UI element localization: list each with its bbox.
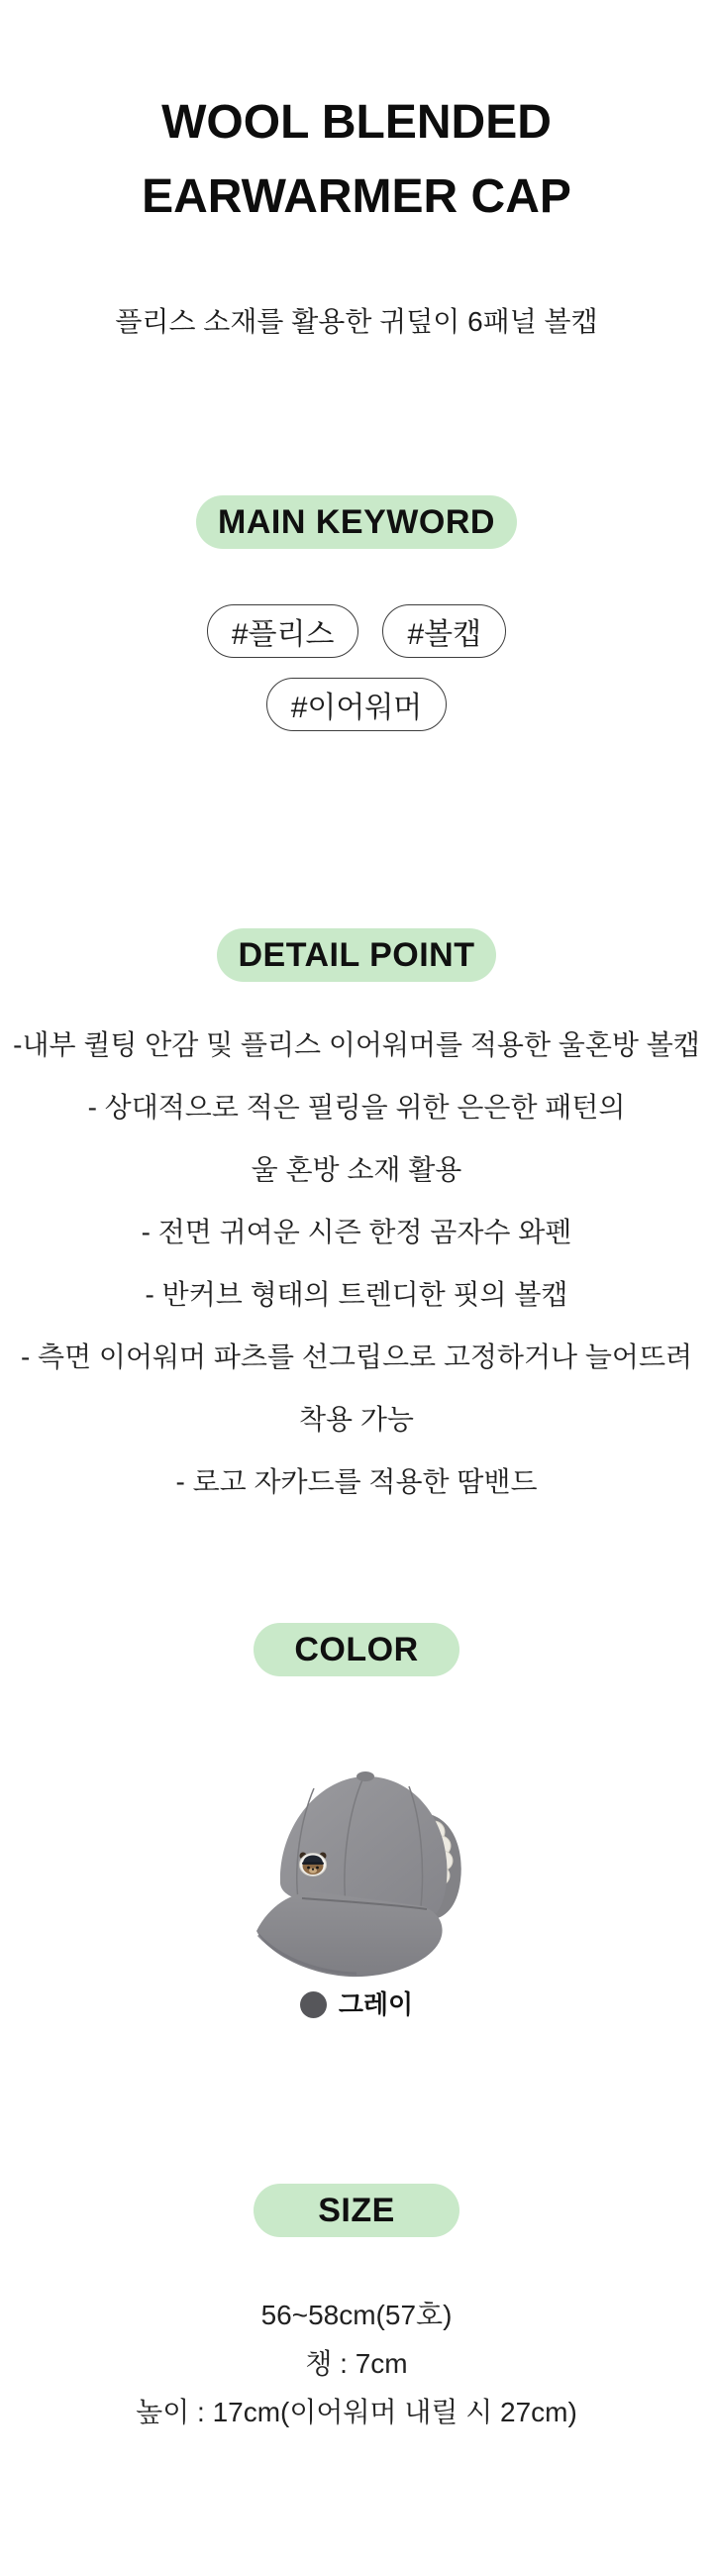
- section-color: [0, 1623, 713, 1676]
- size-spec-brim: 챙 : 7cm: [305, 2348, 408, 2379]
- detail-line: - 측면 이어워머 파츠를 선그립으로 고정하거나 늘어뜨려: [20, 1342, 693, 1372]
- cap-illustration: [253, 1767, 495, 1985]
- size-spec-height: 높이 : 17cm(이어워머 내릴 시 27cm): [136, 2397, 577, 2427]
- detail-line: 착용 가능: [299, 1404, 414, 1435]
- page-title-line1: WOOL BLENDED: [161, 96, 552, 149]
- color-swatch-label: 그레이: [338, 1989, 414, 2019]
- detail-line: 울 혼방 소재 활용: [251, 1154, 462, 1185]
- size-spec-list: [0, 2291, 713, 2436]
- detail-point-badge: DETAIL POINT: [217, 928, 497, 982]
- main-keyword-badge: MAIN KEYWORD: [196, 495, 517, 549]
- color-swatch-gray: [300, 1991, 327, 2018]
- color-option-row: [0, 1991, 713, 2018]
- detail-line: -내부 퀼팅 안감 및 플리스 이어워머를 적용한 울혼방 볼캡: [13, 1029, 700, 1060]
- page-title: [0, 85, 713, 234]
- section-main-keyword: [0, 495, 713, 549]
- section-detail-point: [0, 928, 713, 982]
- page-title-line2: EARWARMER CAP: [142, 170, 571, 223]
- keyword-tag-earwarmer[interactable]: #이어워머: [266, 678, 448, 731]
- product-subtitle: 플리스 소재를 활용한 귀덮이 6패널 볼캡: [115, 306, 598, 337]
- keyword-tag-fleece[interactable]: #플리스: [207, 604, 359, 658]
- detail-line: - 반커브 형태의 트렌디한 핏의 볼캡: [145, 1279, 568, 1310]
- detail-point-list: [0, 1014, 713, 1513]
- keyword-tag-ballcap[interactable]: #볼캡: [382, 604, 506, 658]
- section-size: [0, 2184, 713, 2237]
- product-image-cap: [253, 1767, 495, 1985]
- cap-top-button: [356, 1771, 374, 1781]
- keyword-tag-list: [193, 604, 520, 731]
- color-badge: COLOR: [254, 1623, 459, 1676]
- bear-patch: [300, 1853, 327, 1877]
- size-spec-circumference: 56~58cm(57호): [260, 2300, 453, 2330]
- detail-line: - 전면 귀여운 시즌 한정 곰자수 와펜: [141, 1217, 572, 1247]
- detail-line: - 로고 자카드를 적용한 땀밴드: [175, 1466, 538, 1497]
- size-badge: SIZE: [254, 2184, 459, 2237]
- detail-line: - 상대적으로 적은 필링을 위한 은은한 패턴의: [87, 1092, 626, 1123]
